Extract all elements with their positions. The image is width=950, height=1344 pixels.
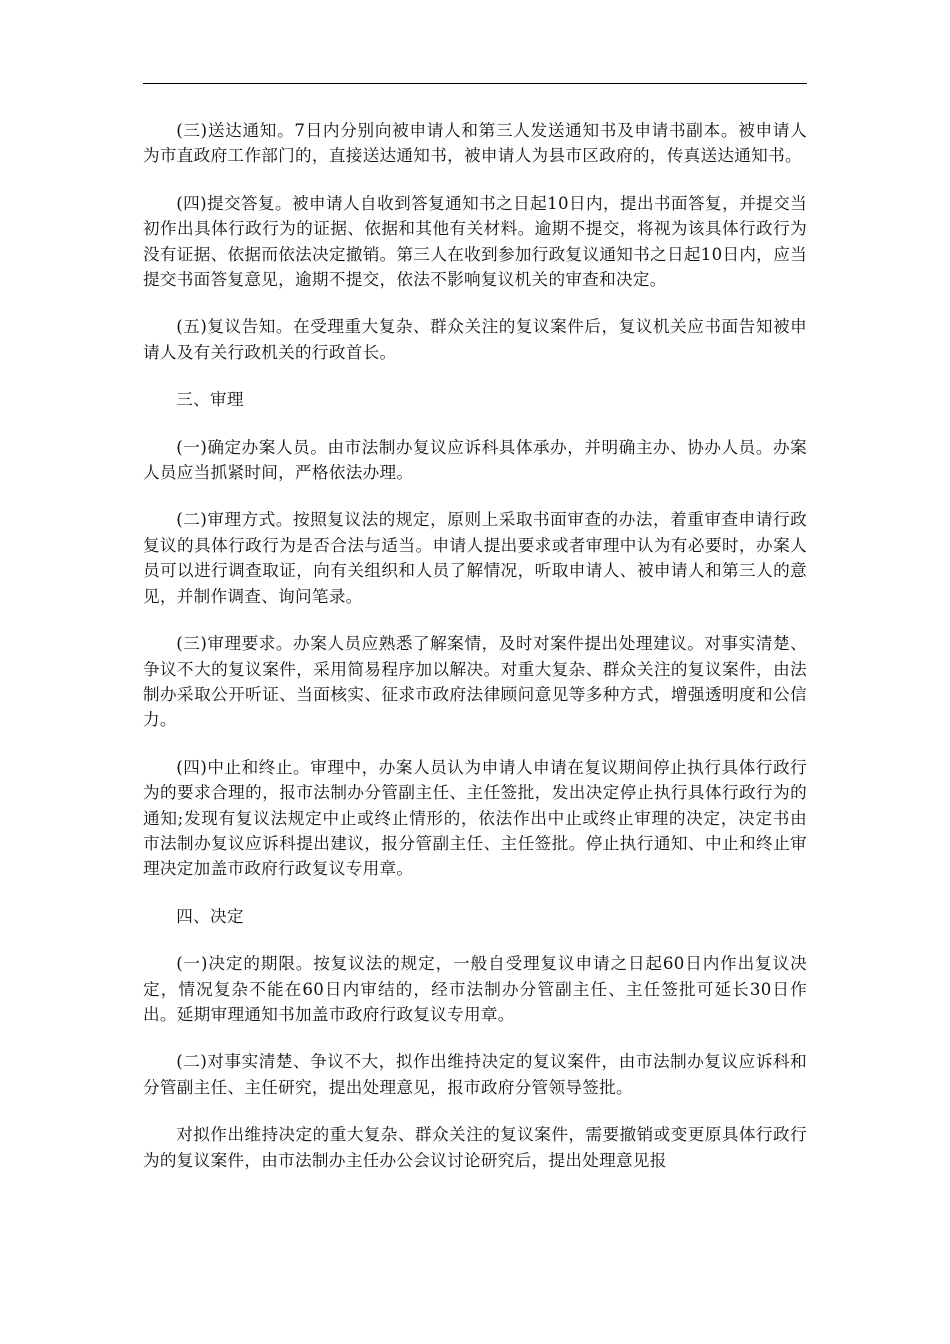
header-rule (143, 83, 807, 84)
paragraph-review-method: (二)审理方式。按照复议法的规定，原则上采取书面审查的办法，着重审查申请行政复议的具体行政行为是否合法与适当。申请人提出要求或者审理中认为有必要时，办案人员可以进行调查取证，向有关组织和人员了解情况，听取申请人、被申请人和第三人的意见，并制作调查、询问笔录。 (143, 510, 807, 606)
paragraph-submit-reply: (四)提交答复。被申请人自收到答复通知书之日起10日内，提出书面答复，并提交当初作出具体行政行为的证据、依据和其他有关材料。逾期不提交，将视为该具体行政行为没有证据、依据而依法决定撤销。第三人在收到参加行政复议通知书之日起10日内，应当提交书面答复意见，逾期不提交，依法不影响复议机关的审查和决定。 (143, 193, 807, 290)
paragraph-major-cases: 对拟作出维持决定的重大复杂、群众关注的复议案件，需要撤销或变更原具体行政行为的复议案件，由市法制办主任办公会议讨论研究后，提出处理意见报 (143, 1125, 807, 1170)
section-heading-decision: 四、决定 (176, 906, 244, 926)
paragraph-uphold-decision: (二)对事实清楚、争议不大，拟作出维持决定的复议案件，由市法制办复议应诉科和分管副主任、主任研究，提出处理意见，报市政府分管领导签批。 (143, 1052, 807, 1097)
paragraph-assign-staff: (一)确定办案人员。由市法制办复议应诉科具体承办，并明确主办、协办人员。办案人员应当抓紧时间，严格依法办理。 (143, 437, 807, 483)
section-heading-review: 三、审理 (176, 390, 244, 410)
paragraph-review-requirements: (三)审理要求。办案人员应熟悉了解案情，及时对案件提出处理建议。对事实清楚、争议不大的复议案件，采用简易程序加以解决。对重大复杂、群众关注的复议案件，由法制办采取公开听证、当面核实、征求市政府法律顾问意见等多种方式，增强透明度和公信力。 (143, 634, 807, 730)
paragraph-suspension-termination: (四)中止和终止。审理中，办案人员认为申请人申请在复议期间停止执行具体行政行为的要求合理的，报市法制办分管副主任、主任签批，发出决定停止执行具体行政行为的通知;发现有复议法规定中止或终止情形的，依法作出中止或终止审理的决定，决定书由市法制办复议应诉科提出建议，报分管副主任、主任签批。停止执行通知、中止和终止审理决定加盖市政府行政复议专用章。 (143, 757, 807, 879)
paragraph-review-notice: (五)复议告知。在受理重大复杂、群众关注的复议案件后，复议机关应书面告知被申请人及有关行政机关的行政首长。 (143, 317, 807, 362)
paragraph-decision-period: (一)决定的期限。按复议法的规定，一般自受理复议申请之日起60日内作出复议决定，情况复杂不能在60日内审结的，经市法制办分管副主任、主任签批可延长30日作出。延期审理通知书加盖市政府行政复议专用章。 (143, 954, 807, 1024)
paragraph-service-notice: (三)送达通知。7日内分别向被申请人和第三人发送通知书及申请书副本。被申请人为市直政府工作部门的，直接送达通知书，被申请人为县市区政府的，传真送达通知书。 (143, 121, 807, 166)
document-body (143, 118, 807, 1195)
